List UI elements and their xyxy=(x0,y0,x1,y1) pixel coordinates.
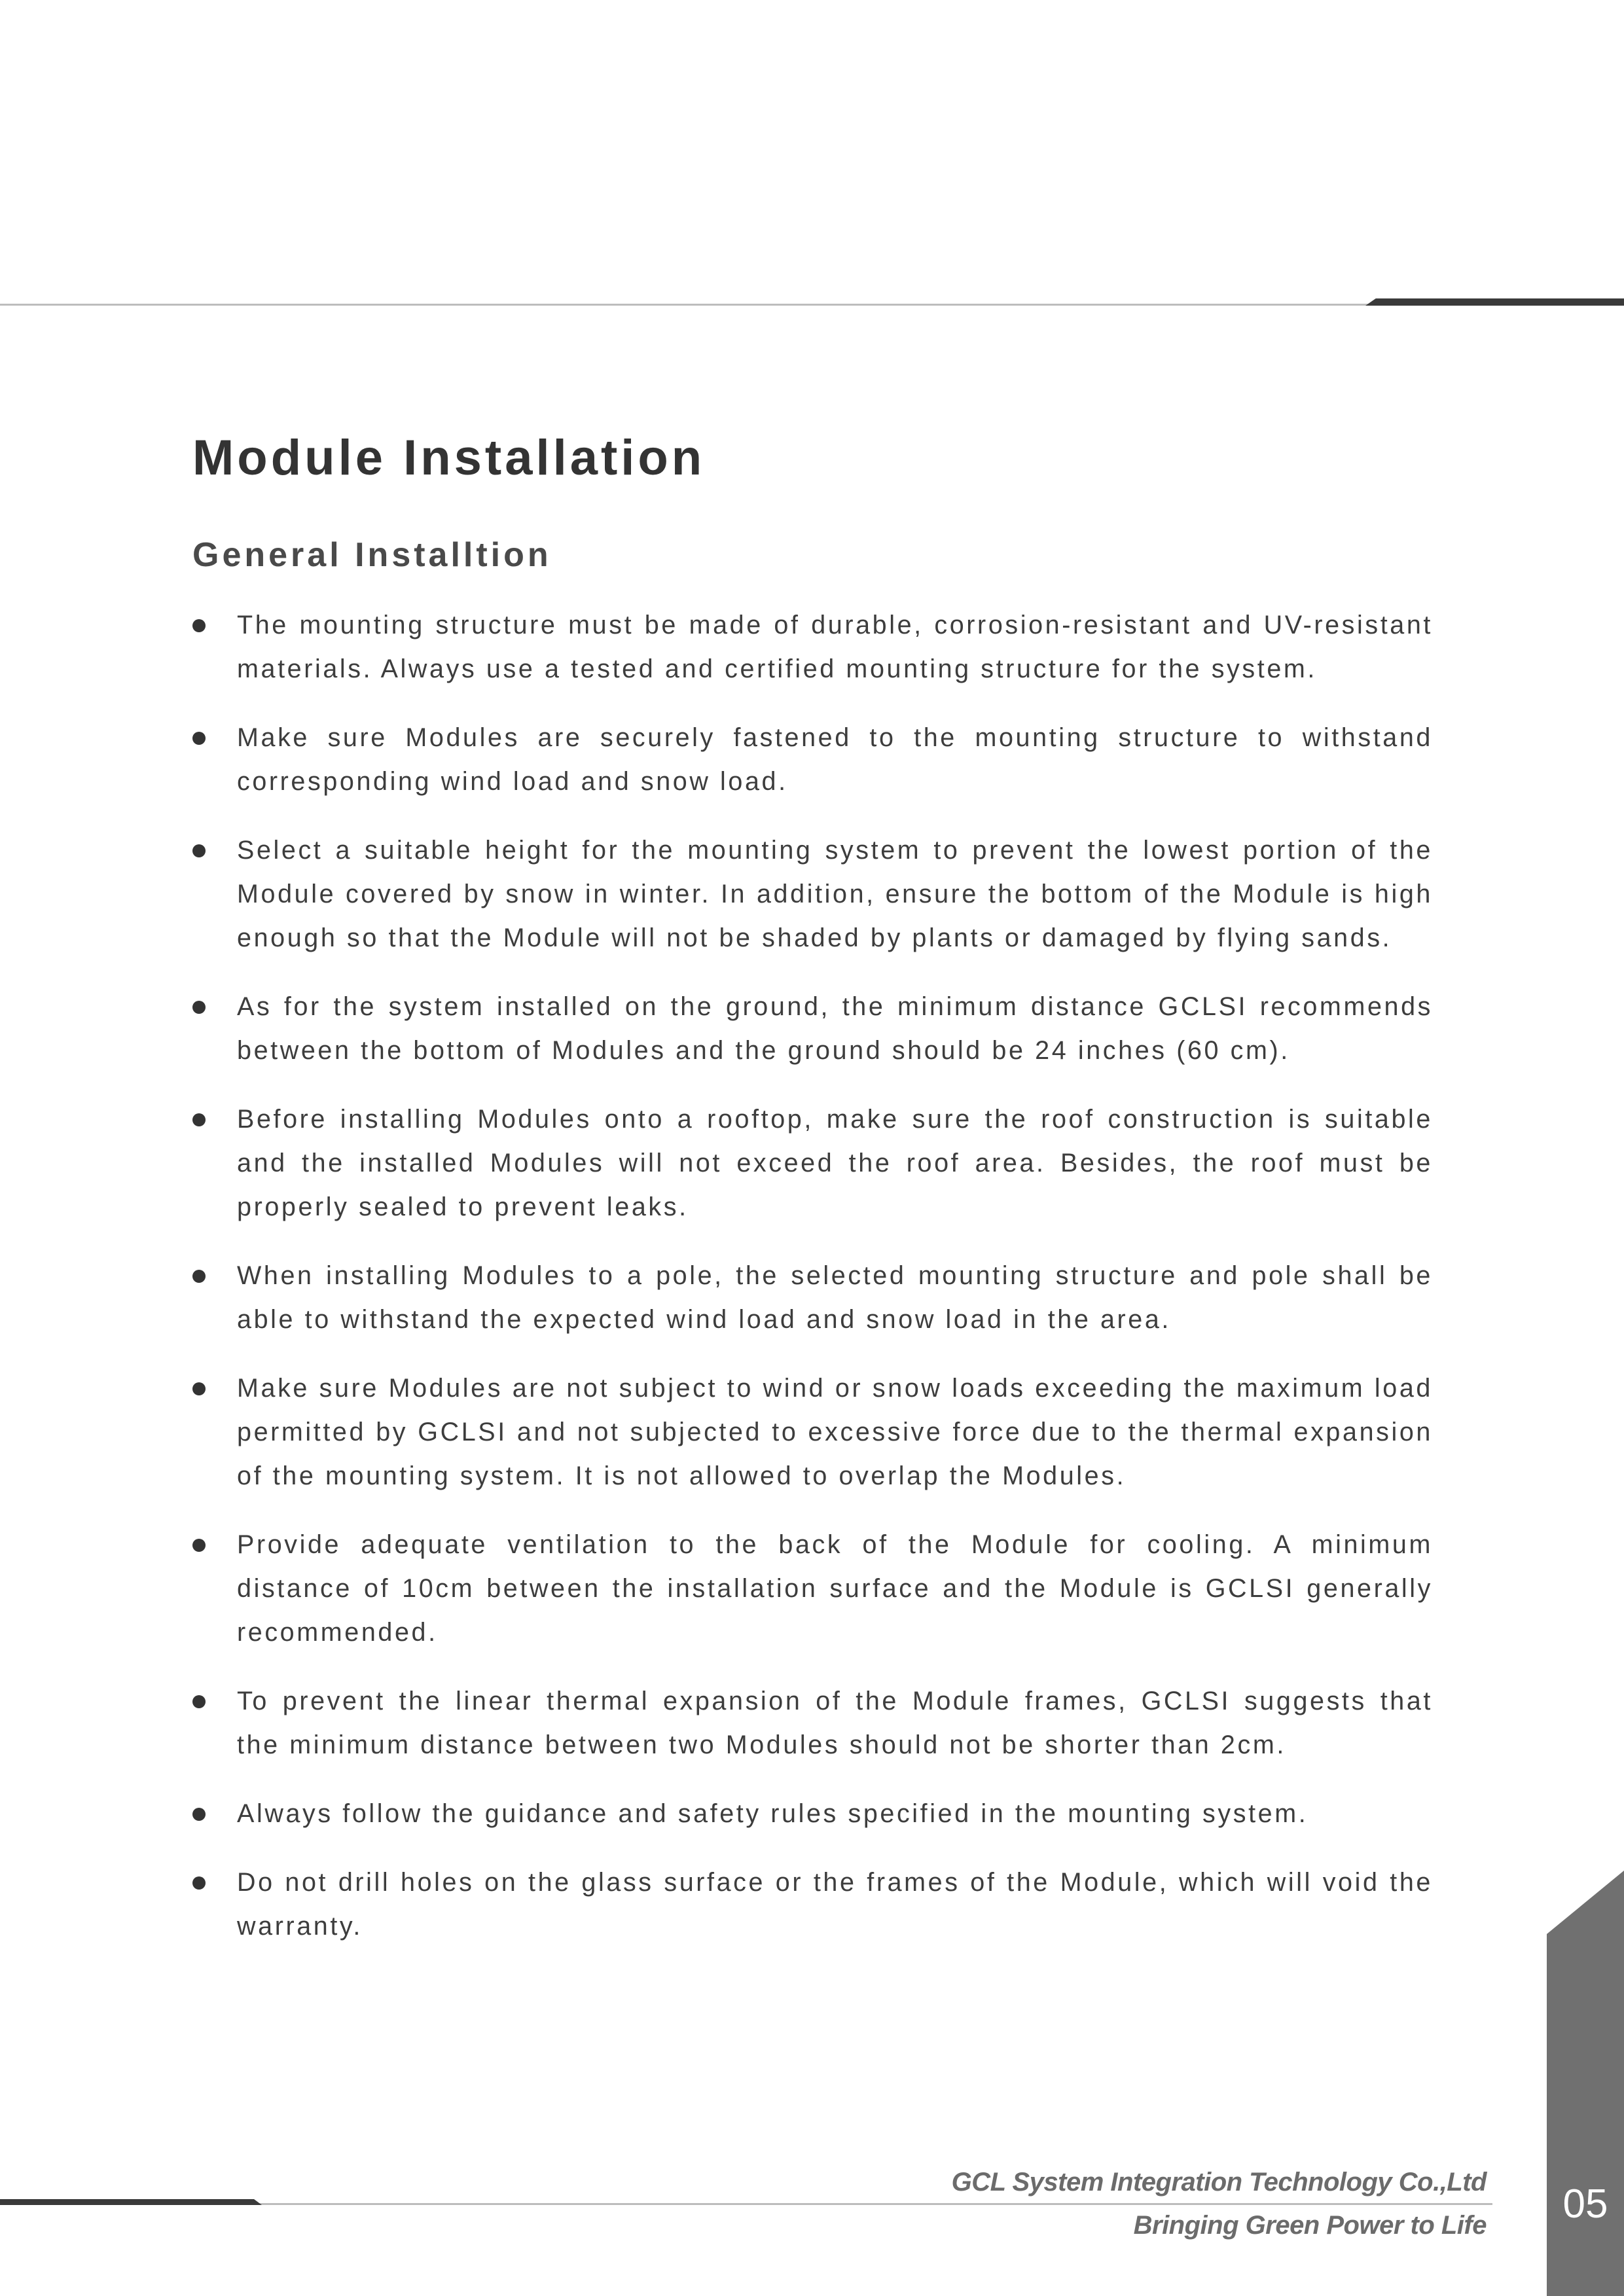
section-title: General Installtion xyxy=(192,536,552,574)
bullet-icon xyxy=(192,1382,206,1395)
page-number: 05 xyxy=(1562,2181,1608,2227)
bullet-icon xyxy=(192,1270,206,1283)
list-item xyxy=(192,1098,1433,1229)
list-item xyxy=(192,1367,1433,1498)
bullet-icon xyxy=(192,1113,206,1126)
list-item xyxy=(192,985,1433,1073)
list-item xyxy=(192,1679,1433,1767)
list-item xyxy=(192,716,1433,804)
list-item xyxy=(192,829,1433,960)
footer-slogan: Bringing Green Power to Life xyxy=(1133,2211,1487,2240)
page-number-tab xyxy=(1547,1871,1624,2296)
footer-company-name: GCL System Integration Technology Co.,Ltd xyxy=(951,2168,1487,2197)
instruction-list xyxy=(192,603,1433,1973)
list-item-text: Always follow the guidance and safety rules specified in the mounting system. xyxy=(237,1799,1308,1828)
header-accent-bar xyxy=(1365,298,1624,306)
list-item-text: Select a suitable height for the mounting system to prevent the lowest portion of the Module covered by snow in winter. In addition, ensure the bottom of the Module is high enough so that the Module will not be shaded by plants or damaged by flying sands. xyxy=(237,836,1433,952)
bullet-icon xyxy=(192,844,206,857)
list-item-text: Provide adequate ventilation to the back of the Module for cooling. A minimum distance of 10cm between the installation surface and the Module is GCLSI generally recommended. xyxy=(237,1530,1433,1647)
list-item xyxy=(192,603,1433,691)
list-item-text: Make sure Modules are securely fastened to the mounting structure to withstand corresponding wind load and snow load. xyxy=(237,723,1433,796)
bullet-icon xyxy=(192,619,206,632)
list-item xyxy=(192,1861,1433,1948)
list-item xyxy=(192,1254,1433,1342)
bullet-icon xyxy=(192,1876,206,1890)
bullet-icon xyxy=(192,1808,206,1821)
bullet-icon xyxy=(192,1695,206,1708)
list-item-text: To prevent the linear thermal expansion of the Module frames, GCLSI suggests that the minimum distance between two Modules should not be shorter than 2cm. xyxy=(237,1687,1433,1759)
list-item-text: Make sure Modules are not subject to wind or snow loads exceeding the maximum load permitted by GCLSI and not subjected to excessive force due to the thermal expansion of the mounting system. It is not allowed to overlap the Modules. xyxy=(237,1374,1433,1490)
bullet-icon xyxy=(192,1539,206,1552)
list-item-text: The mounting structure must be made of durable, corrosion-resistant and UV-resistant materials. Always use a tested and certified mounting structure for the system. xyxy=(237,611,1433,683)
bullet-icon xyxy=(192,1001,206,1014)
list-item-text: When installing Modules to a pole, the selected mounting structure and pole shall be able to withstand the expected wind load and snow load in the area. xyxy=(237,1261,1433,1334)
list-item xyxy=(192,1792,1433,1836)
footer-accent-bar xyxy=(0,2199,262,2205)
list-item-text: Before installing Modules onto a rooftop, make sure the roof construction is suitable and the installed Modules will not exceed the roof area. Besides, the roof must be properly sealed to prevent leaks. xyxy=(237,1105,1433,1221)
list-item xyxy=(192,1523,1433,1655)
bullet-icon xyxy=(192,732,206,745)
list-item-text: Do not drill holes on the glass surface or the frames of the Module, which will void the warranty. xyxy=(237,1868,1433,1941)
page-title: Module Installation xyxy=(192,430,706,486)
list-item-text: As for the system installed on the ground, the minimum distance GCLSI recommends between the bottom of Modules and the ground should be 24 inches (60 cm). xyxy=(237,992,1433,1065)
